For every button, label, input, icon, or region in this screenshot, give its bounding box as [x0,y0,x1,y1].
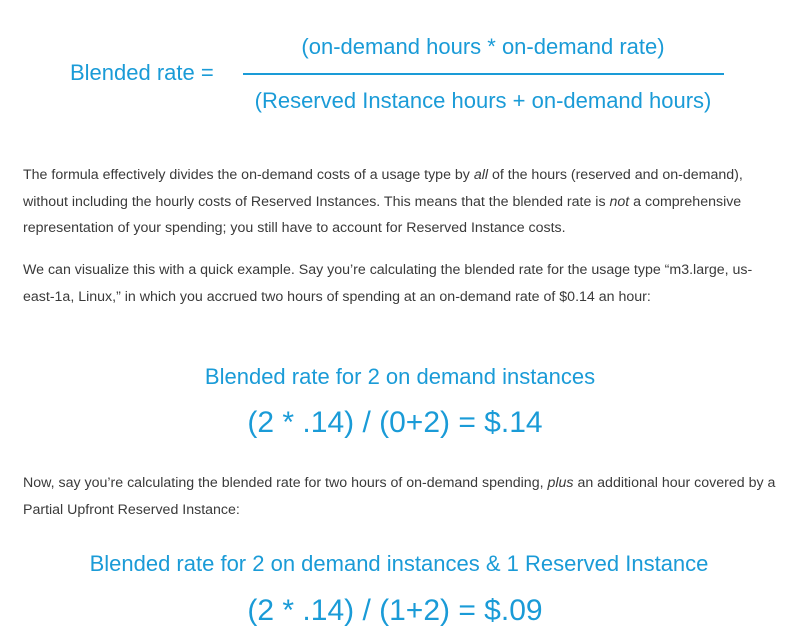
formula-numerator: (on-demand hours * on-demand rate) [301,34,665,59]
paragraph3-emphasis-plus: plus [547,475,574,491]
paragraph1-part2: of the hours (reserved and on-demand), without including the hourly costs of Reserved Instances. This means that the blended rate is [23,167,743,210]
paragraph1-emphasis-not: not [609,193,630,210]
paragraph1-emphasis-all: all [473,167,489,183]
paragraph3-part2: an additional hour covered by a Partial Upfront Reserved Instance: [23,475,776,518]
paragraph3-part1: Now, say you’re calculating the blended rate for two hours of on-demand spending, [23,475,548,491]
example1-calculation: (2 * .14) / (0+2) = $.14 [247,406,543,439]
example2-title: Blended rate for 2 on demand instances & 1 Reserved Instance [89,551,709,576]
paragraph1-part1: The formula effectively divides the on-demand costs of a usage type by [23,167,474,183]
example1-title: Blended rate for 2 on demand instances [204,364,596,389]
explanation-paragraph [23,162,783,242]
second-example-intro-paragraph [23,470,783,523]
fraction-bar [243,73,724,75]
formula-label: Blended rate = [70,60,214,85]
example-intro-paragraph: We can visualize this with a quick example. Say you’re calculating the blended rate for the usage type “m3.large, us-east-1a, Linux,” in which you accrued two hours of spending at an on-demand rate of $0.14 an hour: [23,262,753,305]
formula-denominator: (Reserved Instance hours + on-demand hours) [254,88,712,113]
example2-calculation: (2 * .14) / (1+2) = $.09 [247,594,543,627]
paragraph1-part3: a comprehensive representation of your spending; you still have to account for Reserved Instance costs. [23,193,742,236]
